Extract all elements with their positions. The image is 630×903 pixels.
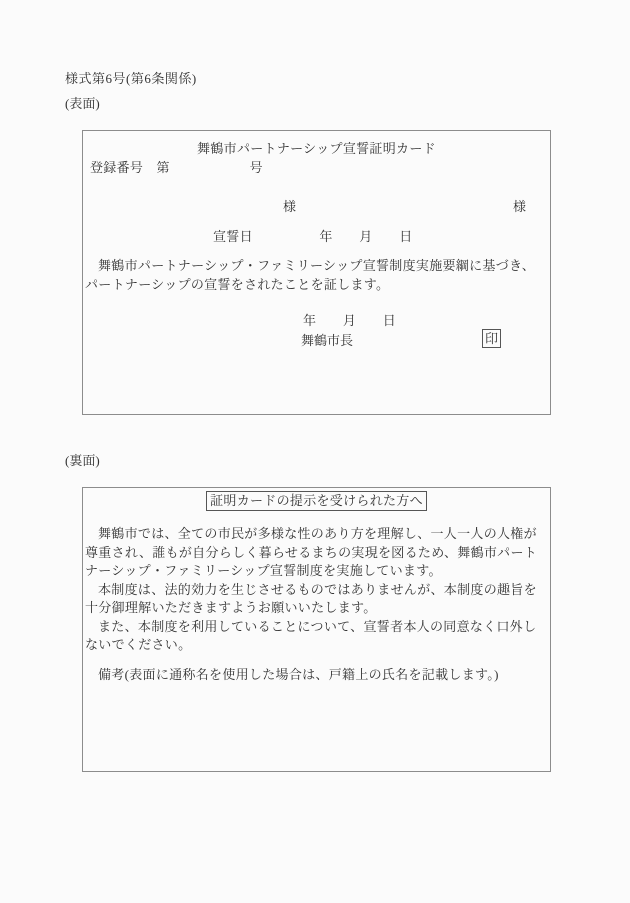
oath-date-line: 宣誓日 年 月 日 — [213, 229, 413, 244]
back-card-boxed-title: 証明カードの提示を受けられた方へ — [206, 491, 427, 511]
back-body-line: 尊重され、誰もが自分らしく暮らせるまちの実現を図るため、舞鶴市パート — [85, 544, 538, 560]
back-body-line: 本制度は、法的効力を生じさせるものではありませんが、本制度の趣旨を — [98, 581, 537, 597]
registration-number-line: 登録番号 第 号 — [90, 160, 263, 175]
front-body-line: パートナーシップの宣誓をされたことを証します。 — [85, 276, 390, 292]
front-side-label: (表面) — [65, 96, 100, 111]
back-side-label: (裏面) — [65, 453, 100, 468]
mayor-label: 舞鶴市長 — [301, 333, 354, 348]
back-body-line: 十分御理解いただきますようお願いいたします。 — [85, 600, 377, 615]
back-card-title-row — [85, 491, 548, 511]
honorific-line — [85, 196, 548, 215]
front-card — [82, 130, 551, 415]
form-number-label: 様式第6号(第6条関係) — [65, 71, 197, 86]
front-card-title: 舞鶴市パートナーシップ宣誓証明カード — [197, 141, 436, 156]
issue-date-line: 年 月 日 — [303, 313, 397, 328]
mayor-seal-box: 印 — [482, 329, 501, 348]
front-card-body — [85, 257, 548, 294]
mayor-line — [85, 330, 548, 349]
back-card — [82, 487, 551, 772]
back-body-line: ないでください。 — [85, 637, 192, 652]
front-body-line: 舞鶴市パートナーシップ・ファミリーシップ宣誓制度実施要綱に基づき、 — [98, 258, 536, 273]
back-body-line: ナーシップ・ファミリーシップ宣誓制度を実施しています。 — [85, 563, 442, 578]
back-body-line: 舞鶴市では、全ての市民が多様な性のあり方を理解し、一人一人の人権が — [98, 526, 537, 541]
back-card-body — [85, 525, 548, 655]
back-body-line: また、本制度を利用していることについて、宣誓者本人の同意なく口外し — [98, 618, 537, 634]
honorific-partner-2: 様 — [513, 199, 527, 214]
remarks-line: 備考(表面に通称名を使用した場合は、戸籍上の氏名を記載します。) — [98, 666, 499, 682]
honorific-partner-1: 様 — [283, 199, 297, 214]
